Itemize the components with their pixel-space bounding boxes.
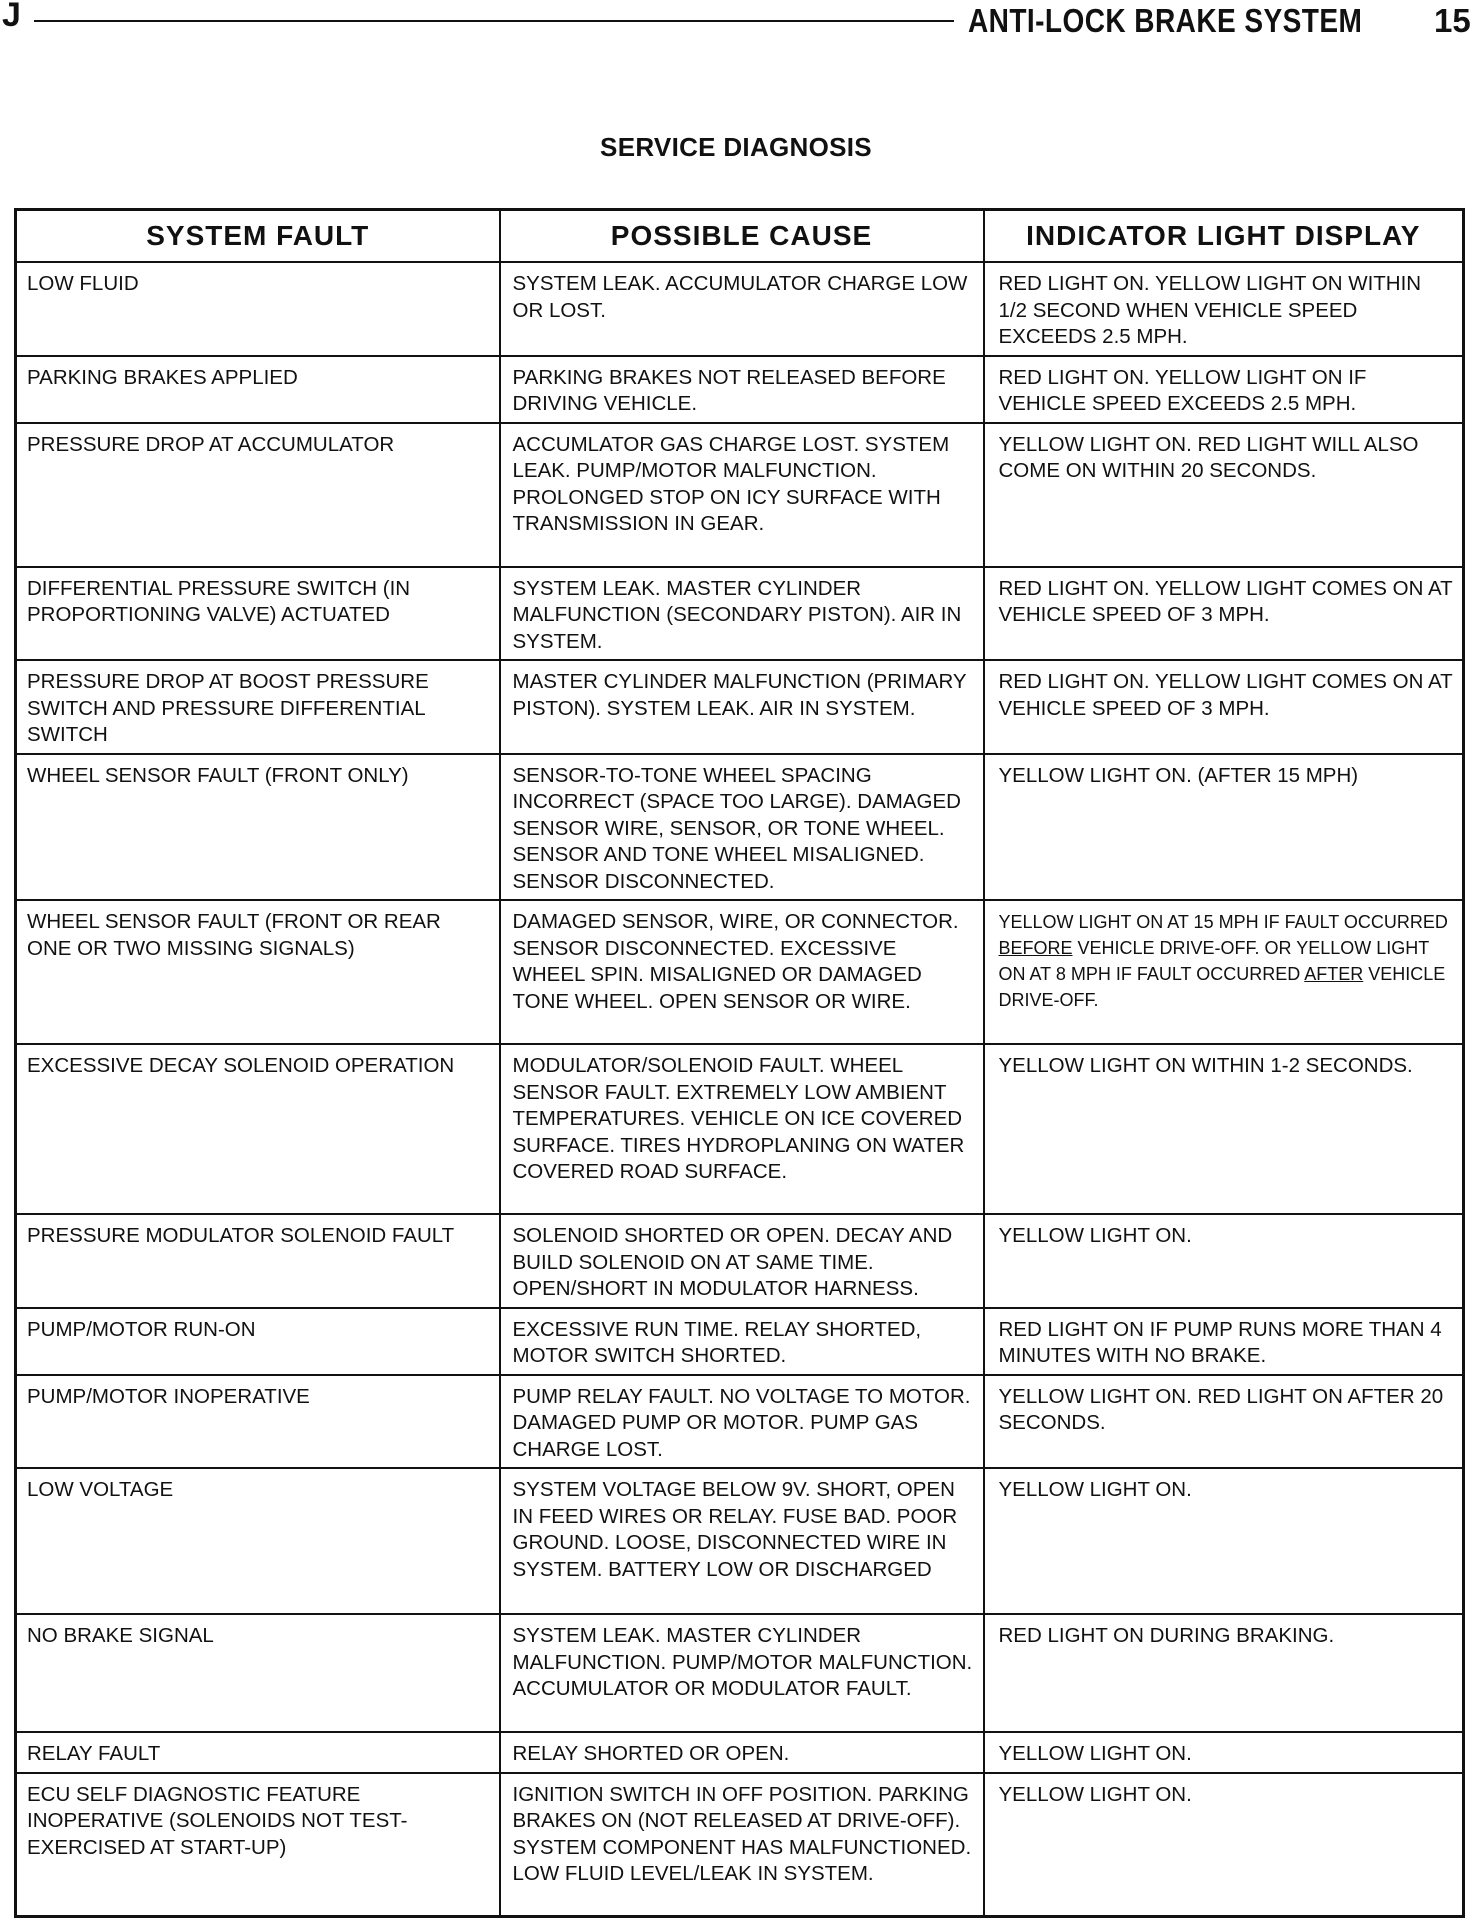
cause-cell: SYSTEM LEAK. MASTER CYLINDER MALFUNCTION. PUMP/MOTOR MALFUNCTION. ACCUMULATOR OR MODULATOR FAULT.	[500, 1614, 984, 1732]
fault-cell: RELAY FAULT	[16, 1732, 500, 1773]
page-header-title: ANTI-LOCK BRAKE SYSTEM	[968, 2, 1363, 39]
indicator-cell: YELLOW LIGHT ON.	[984, 1214, 1464, 1308]
fault-cell: WHEEL SENSOR FAULT (FRONT OR REAR ONE OR TWO MISSING SIGNALS)	[16, 900, 500, 1044]
indicator-cell: RED LIGHT ON DURING BRAKING.	[984, 1614, 1464, 1732]
cause-cell: SOLENOID SHORTED OR OPEN. DECAY AND BUILD SOLENOID ON AT SAME TIME. OPEN/SHORT IN MODULATOR HARNESS.	[500, 1214, 984, 1308]
section-title: SERVICE DIAGNOSIS	[600, 132, 872, 162]
table-row	[16, 1214, 1464, 1308]
indicator-cell: RED LIGHT ON. YELLOW LIGHT ON WITHIN 1/2 SECOND WHEN VEHICLE SPEED EXCEEDS 2.5 MPH.	[984, 262, 1464, 356]
fault-cell: LOW VOLTAGE	[16, 1468, 500, 1614]
fault-cell: PRESSURE MODULATOR SOLENOID FAULT	[16, 1214, 500, 1308]
fault-cell: PRESSURE DROP AT BOOST PRESSURE SWITCH AND PRESSURE DIFFERENTIAL SWITCH	[16, 660, 500, 754]
table-row	[16, 1044, 1464, 1214]
fault-cell: LOW FLUID	[16, 262, 500, 356]
indicator-cell	[984, 900, 1464, 1044]
chapter-letter: J	[2, 0, 21, 34]
cause-cell: RELAY SHORTED OR OPEN.	[500, 1732, 984, 1773]
indicator-underlined-word: BEFORE	[998, 938, 1073, 958]
cause-cell: MODULATOR/SOLENOID FAULT. WHEEL SENSOR FAULT. EXTREMELY LOW AMBIENT TEMPERATURES. VEHICLE ON ICE COVERED SURFACE. TIRES HYDROPLANING ON WATER COVERED ROAD SURFACE.	[500, 1044, 984, 1214]
table-row	[16, 1773, 1464, 1917]
indicator-text-part: VEHICLE DRIVE-OFF.	[998, 964, 1446, 1010]
column-header-system-fault: SYSTEM FAULT	[16, 210, 500, 263]
fault-cell: DIFFERENTIAL PRESSURE SWITCH (IN PROPORTIONING VALVE) ACTUATED	[16, 567, 500, 661]
table-row	[16, 1732, 1464, 1773]
indicator-underlined-word: AFTER	[1304, 964, 1364, 984]
indicator-cell: YELLOW LIGHT ON.	[984, 1732, 1464, 1773]
table-row	[16, 567, 1464, 661]
table-row	[16, 1468, 1464, 1614]
indicator-cell: RED LIGHT ON. YELLOW LIGHT COMES ON AT VEHICLE SPEED OF 3 MPH.	[984, 660, 1464, 754]
indicator-cell: YELLOW LIGHT ON.	[984, 1773, 1464, 1917]
indicator-cell: RED LIGHT ON. YELLOW LIGHT ON IF VEHICLE SPEED EXCEEDS 2.5 MPH.	[984, 356, 1464, 423]
indicator-cell: RED LIGHT ON. YELLOW LIGHT COMES ON AT VEHICLE SPEED OF 3 MPH.	[984, 567, 1464, 661]
indicator-cell: YELLOW LIGHT ON. (AFTER 15 MPH)	[984, 754, 1464, 901]
fault-cell: ECU SELF DIAGNOSTIC FEATURE INOPERATIVE (SOLENOIDS NOT TEST-EXERCISED AT START-UP)	[16, 1773, 500, 1917]
indicator-cell: YELLOW LIGHT ON.	[984, 1468, 1464, 1614]
table-row	[16, 1614, 1464, 1732]
cause-cell: EXCESSIVE RUN TIME. RELAY SHORTED, MOTOR SWITCH SHORTED.	[500, 1308, 984, 1375]
column-header-possible-cause: POSSIBLE CAUSE	[500, 210, 984, 263]
column-header-indicator-light: INDICATOR LIGHT DISPLAY	[984, 210, 1464, 263]
table-row	[16, 262, 1464, 356]
table-row	[16, 754, 1464, 901]
fault-cell: PRESSURE DROP AT ACCUMULATOR	[16, 423, 500, 567]
indicator-cell: YELLOW LIGHT ON. RED LIGHT ON AFTER 20 SECONDS.	[984, 1375, 1464, 1469]
fault-cell: NO BRAKE SIGNAL	[16, 1614, 500, 1732]
cause-cell: SENSOR-TO-TONE WHEEL SPACING INCORRECT (SPACE TOO LARGE). DAMAGED SENSOR WIRE, SENSOR, OR TONE WHEEL. SENSOR AND TONE WHEEL MISALIGNED. SENSOR DISCONNECTED.	[500, 754, 984, 901]
fault-cell: EXCESSIVE DECAY SOLENOID OPERATION	[16, 1044, 500, 1214]
cause-cell: ACCUMLATOR GAS CHARGE LOST. SYSTEM LEAK. PUMP/MOTOR MALFUNCTION. PROLONGED STOP ON ICY SURFACE WITH TRANSMISSION IN GEAR.	[500, 423, 984, 567]
fault-cell: PUMP/MOTOR INOPERATIVE	[16, 1375, 500, 1469]
table-header-row	[16, 210, 1464, 263]
table-row	[16, 1308, 1464, 1375]
cause-cell: DAMAGED SENSOR, WIRE, OR CONNECTOR. SENSOR DISCONNECTED. EXCESSIVE WHEEL SPIN. MISALIGNED OR DAMAGED TONE WHEEL. OPEN SENSOR OR WIRE.	[500, 900, 984, 1044]
indicator-text-part: VEHICLE DRIVE-OFF. OR YELLOW LIGHT ON AT 8 MPH IF FAULT OCCURRED	[998, 938, 1429, 984]
table-row	[16, 660, 1464, 754]
cause-cell: MASTER CYLINDER MALFUNCTION (PRIMARY PISTON). SYSTEM LEAK. AIR IN SYSTEM.	[500, 660, 984, 754]
fault-cell: PUMP/MOTOR RUN-ON	[16, 1308, 500, 1375]
header-rule	[34, 20, 954, 22]
fault-cell: WHEEL SENSOR FAULT (FRONT ONLY)	[16, 754, 500, 901]
indicator-cell: RED LIGHT ON IF PUMP RUNS MORE THAN 4 MINUTES WITH NO BRAKE.	[984, 1308, 1464, 1375]
indicator-text-part: YELLOW LIGHT ON AT 15 MPH IF FAULT OCCURRED	[998, 912, 1448, 932]
table-row	[16, 356, 1464, 423]
cause-cell: SYSTEM LEAK. MASTER CYLINDER MALFUNCTION (SECONDARY PISTON). AIR IN SYSTEM.	[500, 567, 984, 661]
cause-cell: SYSTEM LEAK. ACCUMULATOR CHARGE LOW OR LOST.	[500, 262, 984, 356]
page-number: 15	[1434, 2, 1471, 39]
cause-cell: IGNITION SWITCH IN OFF POSITION. PARKING BRAKES ON (NOT RELEASED AT DRIVE-OFF). SYSTEM COMPONENT HAS MALFUNCTIONED. LOW FLUID LEVEL/LEAK IN SYSTEM.	[500, 1773, 984, 1917]
table-row	[16, 423, 1464, 567]
indicator-cell: YELLOW LIGHT ON. RED LIGHT WILL ALSO COME ON WITHIN 20 SECONDS.	[984, 423, 1464, 567]
cause-cell: PUMP RELAY FAULT. NO VOLTAGE TO MOTOR. DAMAGED PUMP OR MOTOR. PUMP GAS CHARGE LOST.	[500, 1375, 984, 1469]
table-row	[16, 1375, 1464, 1469]
cause-cell: SYSTEM VOLTAGE BELOW 9V. SHORT, OPEN IN FEED WIRES OR RELAY. FUSE BAD. POOR GROUND. LOOSE, DISCONNECTED WIRE IN SYSTEM. BATTERY LOW OR DISCHARGED	[500, 1468, 984, 1614]
indicator-cell: YELLOW LIGHT ON WITHIN 1-2 SECONDS.	[984, 1044, 1464, 1214]
table-row	[16, 900, 1464, 1044]
service-diagnosis-table	[14, 208, 1465, 1918]
fault-cell: PARKING BRAKES APPLIED	[16, 356, 500, 423]
cause-cell: PARKING BRAKES NOT RELEASED BEFORE DRIVING VEHICLE.	[500, 356, 984, 423]
